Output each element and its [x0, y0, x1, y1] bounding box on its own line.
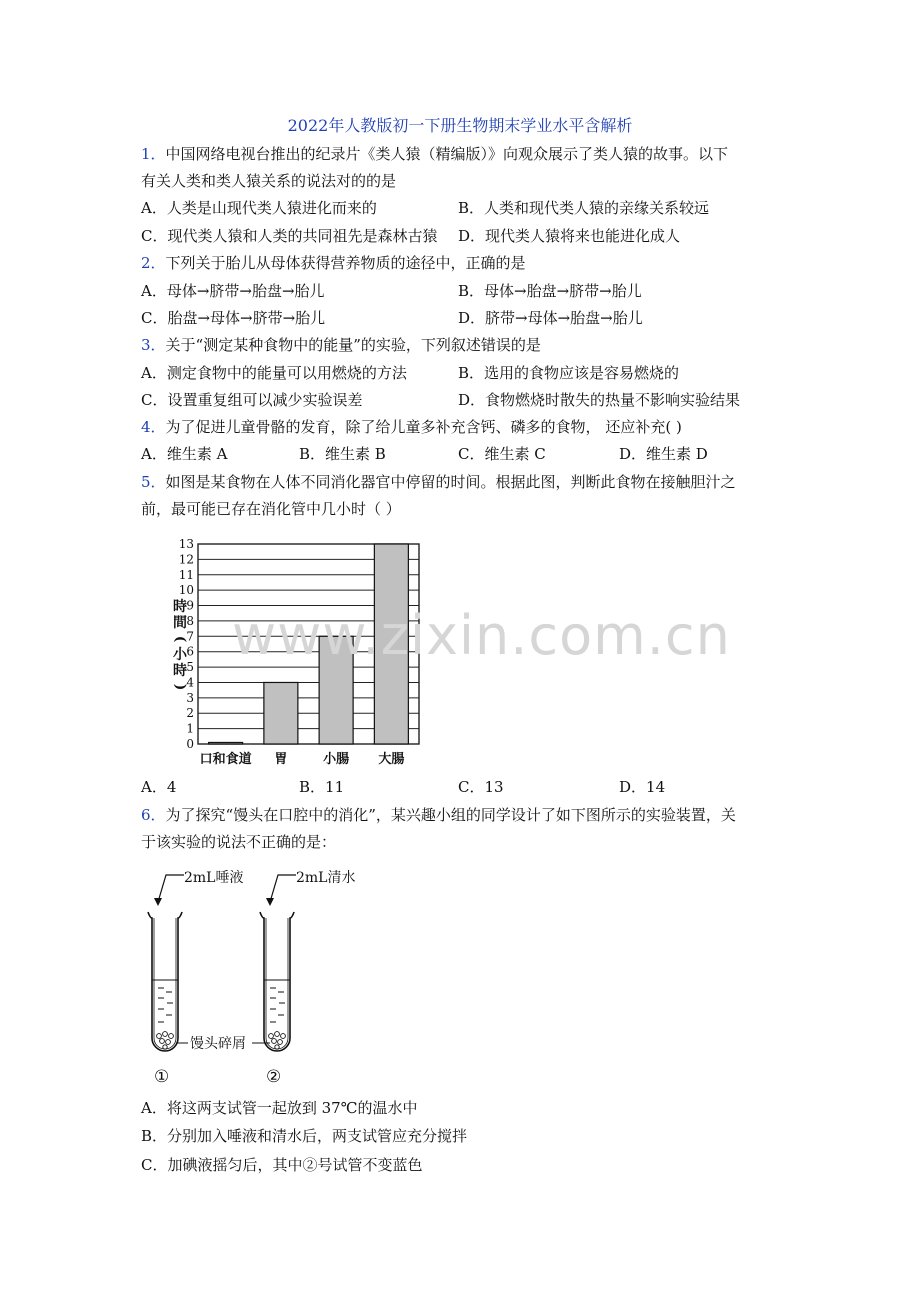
y-tick-label: 12 [178, 552, 194, 567]
q3-option-b: B．选用的食物应该是容易燃烧的 [458, 364, 680, 382]
q1-option-b: B．人类和现代类人猿的亲缘关系较远 [458, 199, 710, 217]
water-arrowhead [266, 898, 274, 906]
test-tube-2 [260, 912, 294, 1051]
q2-option-b: B．母体→胎盘→脐带→胎儿 [458, 282, 642, 300]
saliva-label: 2mL唾液 [184, 870, 244, 886]
y-tick-label: 11 [178, 567, 194, 582]
x-tick-label: 大腸 [378, 752, 405, 767]
y-axis-label-char: 間 [173, 615, 187, 631]
q6-number: 6． [141, 806, 166, 824]
water-label: 2mL清水 [296, 870, 356, 886]
q4-number: 4． [141, 418, 166, 436]
q1-number: 1． [141, 145, 166, 163]
y-tick-label: 8 [186, 613, 194, 628]
q2-option-a: A．母体→脐带→胎盘→胎儿 [141, 282, 325, 300]
q4-option-b: B．维生素 B [299, 445, 386, 463]
q6-option-a: A．将这两支试管一起放到 37℃的温水中 [141, 1099, 418, 1117]
y-tick-label: 2 [186, 706, 194, 721]
y-tick-label: 7 [186, 629, 194, 644]
q6-stem-line2: 于该实验的说法不正确的是： [141, 833, 337, 851]
bread-label: 馒头碎屑 [190, 1036, 246, 1052]
q5-option-a: A．4 [141, 778, 177, 796]
q2-stem: 2．下列关于胎儿从母体获得营养物质的途径中，正确的是 [141, 254, 526, 272]
water-arrow [270, 875, 296, 902]
saliva-arrowhead [154, 898, 162, 906]
saliva-arrow [158, 875, 184, 902]
y-tick-label: 10 [178, 583, 194, 598]
watermark: www.zixin.com.cn [232, 604, 731, 667]
q2-option-d: D．脐带→母体→胎盘→胎儿 [458, 309, 643, 327]
x-tick-label: 小腸 [323, 752, 350, 767]
q3-option-a: A．测定食物中的能量可以用燃烧的方法 [141, 364, 407, 382]
y-axis-label-char: 時 [173, 599, 187, 615]
q6-option-c: C．加碘液摇匀后，其中②号试管不变蓝色 [141, 1156, 423, 1174]
q1-option-a: A．人类是山现代类人猿进化而来的 [141, 199, 377, 217]
page-title: 2022年人教版初一下册生物期末学业水平含解析 [287, 116, 633, 135]
q1-option-d: D．现代类人猿将来也能进化成人 [458, 227, 681, 245]
q2-number: 2． [141, 254, 166, 272]
q5-number: 5． [141, 473, 166, 491]
q3-option-d: D．食物燃烧时散失的热量不影响实验结果 [458, 391, 741, 409]
test-tube-diagram [140, 862, 380, 1090]
y-tick-label: 5 [186, 660, 194, 675]
y-axis-label-char: ( [172, 635, 188, 643]
q5-stem-line1: 5．如图是某食物在人体不同消化器官中停留的时间。根据此图，判断此食物在接触胆汁之 [141, 473, 736, 491]
q3-option-c: C．设置重复组可以减少实验误差 [141, 391, 363, 409]
y-tick-label: 9 [186, 598, 194, 613]
tube-1-label: ① [154, 1067, 170, 1087]
q5-option-c: C．13 [458, 778, 504, 796]
q6-option-b: B．分别加入唾液和清水后，两支试管应充分搅拌 [141, 1127, 468, 1145]
q1-stem-line2: 有关人类和类人猿关系的说法对的的是 [141, 172, 397, 190]
q4-stem: 4．为了促进儿童骨骼的发育，除了给儿童多补充含钙、磷多的食物， 还应补充( ) [141, 418, 682, 436]
y-tick-label: 4 [186, 675, 194, 690]
q1-option-c: C．现代类人猿和人类的共同祖先是森林古猿 [141, 227, 438, 245]
test-tube-1 [148, 912, 182, 1051]
y-axis-label-char: 時 [173, 663, 187, 679]
q3-stem: 3．关于“测定某种食物中的能量”的实验，下列叙述错误的是 [141, 336, 541, 354]
q5-option-d: D．14 [619, 778, 666, 796]
q5-option-b: B．11 [299, 778, 345, 796]
y-axis-label-char: ) [172, 683, 188, 691]
q4-option-a: A．维生素 A [141, 445, 228, 463]
y-tick-label: 6 [186, 644, 194, 659]
tube-2-label: ② [266, 1067, 282, 1087]
q5-stem-line2: 前，最可能已存在消化管中几小时（ ） [141, 500, 401, 518]
q2-option-c: C．胎盘→母体→脐带→胎儿 [141, 309, 326, 327]
y-tick-label: 13 [178, 537, 194, 551]
bar [209, 742, 243, 744]
bar [264, 682, 298, 744]
q1-stem-line1: 1．中国网络电视台推出的纪录片《类人猿（精编版）》向观众展示了类人猿的故事。以下 [141, 145, 729, 163]
q6-stem-line1: 6．为了探究“馒头在口腔中的消化”，某兴趣小组的同学设计了如下图所示的实验装置，关 [141, 806, 736, 824]
q4-option-d: D．维生素 D [619, 445, 708, 463]
y-tick-label: 3 [186, 690, 194, 705]
y-tick-label: 1 [186, 721, 194, 736]
x-tick-label: 口和食道 [199, 752, 252, 767]
y-axis-label-char: 小 [173, 647, 187, 663]
q4-option-c: C．维生素 C [458, 445, 546, 463]
x-tick-label: 胃 [274, 752, 288, 767]
y-tick-label: 0 [186, 737, 194, 751]
q3-number: 3． [141, 336, 166, 354]
